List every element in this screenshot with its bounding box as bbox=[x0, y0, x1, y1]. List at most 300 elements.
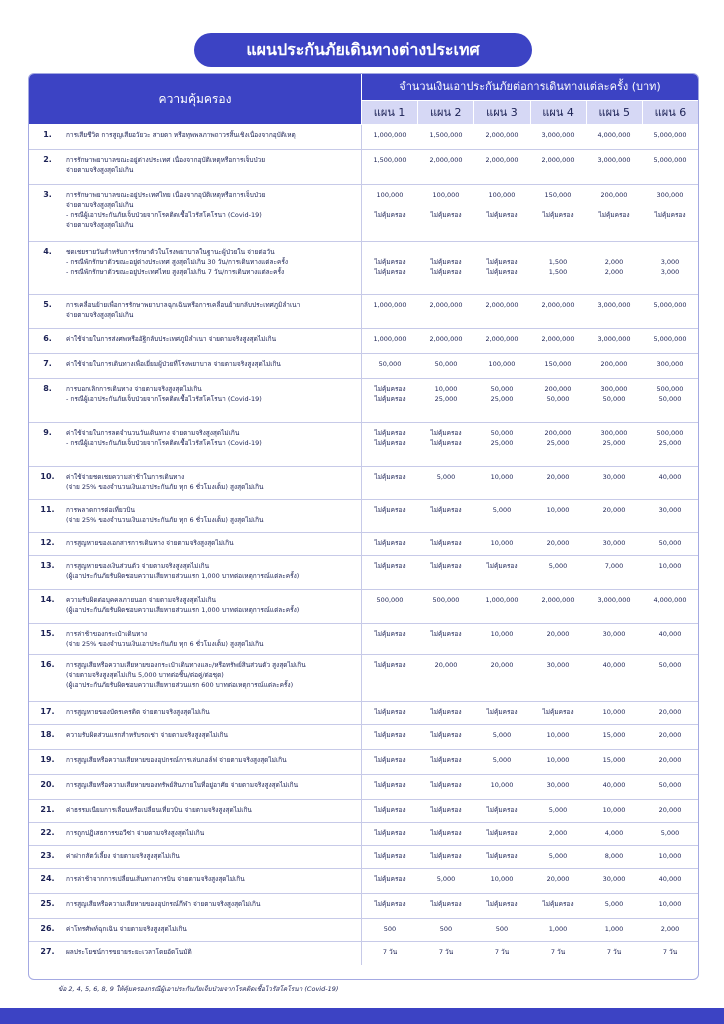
value-line: 10,000 bbox=[434, 385, 458, 393]
table-row bbox=[29, 149, 698, 184]
description-line: การเสียชีวิต การสูญเสียอวัยวะ สายตา หรือทุพพลภาพถาวรสิ้นเชิงเนื่องจากอุบัติเหตุ bbox=[66, 131, 296, 139]
description-line: (จ่ายตามจริงสูงสุดไม่เกิน 5,000 บาทต่อชิ้น/ต่อคู่/ต่อชุด) bbox=[66, 671, 224, 679]
value-line: 200,000 bbox=[544, 429, 572, 437]
bottom-bar bbox=[0, 1008, 724, 1024]
value-cell-plan-3 bbox=[474, 242, 530, 277]
row-values bbox=[362, 775, 698, 790]
value-line: ไม่คุ้มครอง bbox=[374, 395, 406, 403]
value-cell-plan-2 bbox=[418, 379, 474, 404]
row-number: 25. bbox=[40, 899, 55, 908]
value-line: 40,000 bbox=[602, 661, 626, 669]
value-cell-plan-2 bbox=[418, 467, 474, 482]
value-cell-plan-6 bbox=[642, 423, 698, 448]
value-line: 2,000 bbox=[604, 268, 624, 276]
row-description bbox=[66, 823, 362, 845]
value-cell-plan-1 bbox=[362, 942, 418, 957]
row-description bbox=[66, 379, 362, 422]
value-line: 500 bbox=[383, 925, 397, 933]
value-line: 7 วัน bbox=[662, 948, 678, 956]
value-line: ไม่คุ้มครอง bbox=[654, 211, 686, 219]
value-cell-plan-1 bbox=[362, 379, 418, 404]
value-cell-plan-1 bbox=[362, 185, 418, 220]
description-line: ผลประโยชน์การขยายระยะเวลาโดยอัตโนมัติ bbox=[66, 948, 192, 956]
value-cell-plan-4 bbox=[530, 185, 586, 220]
value-line bbox=[418, 200, 474, 210]
row-description bbox=[66, 423, 362, 466]
value-line: 25,000 bbox=[658, 439, 682, 447]
value-cell-plan-5 bbox=[586, 533, 642, 548]
row-number: 20. bbox=[40, 780, 55, 789]
description-line: (จ่าย 25% ของจำนวนเงินเอาประกันภัย ทุก 6 ชั่วโมงเต็ม) สูงสุดไม่เกิน bbox=[66, 483, 264, 491]
value-line: 7,000 bbox=[604, 562, 624, 570]
row-values bbox=[362, 823, 698, 838]
value-line: 30,000 bbox=[546, 661, 570, 669]
row-values bbox=[362, 894, 698, 909]
row-description bbox=[66, 775, 362, 799]
value-cell-plan-1 bbox=[362, 423, 418, 448]
value-cell-plan-6 bbox=[642, 556, 698, 571]
description-line: (จ่าย 25% ของจำนวนเงินเอาประกันภัย ทุก 6 ชั่วโมงเต็ม) สูงสุดไม่เกิน bbox=[66, 640, 264, 648]
value-line: 30,000 bbox=[602, 630, 626, 638]
value-cell-plan-3 bbox=[474, 423, 530, 448]
row-description bbox=[66, 750, 362, 774]
table-row bbox=[29, 845, 698, 868]
value-cell-plan-2 bbox=[418, 242, 474, 277]
value-cell-plan-5 bbox=[586, 655, 642, 670]
row-number: 21. bbox=[40, 805, 55, 814]
row-number: 9. bbox=[43, 428, 52, 437]
value-cell-plan-2 bbox=[418, 869, 474, 884]
row-description bbox=[66, 590, 362, 623]
value-line: 1,500 bbox=[548, 268, 568, 276]
value-line: 40,000 bbox=[658, 630, 682, 638]
value-line: ไม่คุ้มครอง bbox=[430, 539, 462, 547]
value-line: ไม่คุ้มครอง bbox=[374, 473, 406, 481]
value-line: 30,000 bbox=[658, 506, 682, 514]
value-line: ไม่คุ้มครอง bbox=[486, 211, 518, 219]
value-cell-plan-6 bbox=[642, 125, 698, 140]
row-values bbox=[362, 379, 698, 404]
value-line: 50,000 bbox=[658, 395, 682, 403]
value-line: ไม่คุ้มครอง bbox=[374, 756, 406, 764]
value-cell-plan-1 bbox=[362, 467, 418, 482]
value-line: 25,000 bbox=[602, 439, 626, 447]
value-line: 200,000 bbox=[544, 385, 572, 393]
value-cell-plan-1 bbox=[362, 329, 418, 344]
value-line: ไม่คุ้มครอง bbox=[542, 900, 574, 908]
value-cell-plan-5 bbox=[586, 500, 642, 515]
value-line: 20,000 bbox=[434, 661, 458, 669]
row-values bbox=[362, 329, 698, 344]
value-cell-plan-4 bbox=[530, 242, 586, 277]
value-cell-plan-2 bbox=[418, 590, 474, 605]
value-line: 300,000 bbox=[600, 429, 628, 437]
value-cell-plan-6 bbox=[642, 354, 698, 369]
value-cell-plan-6 bbox=[642, 702, 698, 717]
value-cell-plan-6 bbox=[642, 329, 698, 344]
value-line: 2,000,000 bbox=[541, 156, 575, 164]
value-cell-plan-1 bbox=[362, 295, 418, 310]
value-cell-plan-3 bbox=[474, 800, 530, 815]
value-line: 5,000 bbox=[548, 562, 568, 570]
value-line: 20,000 bbox=[658, 731, 682, 739]
row-number: 24. bbox=[40, 874, 55, 883]
value-line: ไม่คุ้มครอง bbox=[430, 756, 462, 764]
value-line: 5,000,000 bbox=[653, 335, 687, 343]
row-description bbox=[66, 329, 362, 353]
value-cell-plan-3 bbox=[474, 379, 530, 404]
value-cell-plan-1 bbox=[362, 590, 418, 605]
value-cell-plan-3 bbox=[474, 775, 530, 790]
value-line: 40,000 bbox=[602, 781, 626, 789]
description-line: การสูญหายของเอกสารการเดินทาง จ่ายตามจริงสูงสุดไม่เกิน bbox=[66, 539, 234, 547]
value-line: 10,000 bbox=[658, 562, 682, 570]
table-row bbox=[29, 623, 698, 654]
row-values bbox=[362, 869, 698, 884]
row-values bbox=[362, 750, 698, 765]
value-cell-plan-5 bbox=[586, 919, 642, 934]
value-cell-plan-4 bbox=[530, 725, 586, 740]
value-cell-plan-5 bbox=[586, 150, 642, 165]
value-line: 1,500,000 bbox=[373, 156, 407, 164]
value-cell-plan-1 bbox=[362, 556, 418, 571]
value-cell-plan-2 bbox=[418, 942, 474, 957]
value-cell-plan-6 bbox=[642, 533, 698, 548]
value-line: ไม่คุ้มครอง bbox=[542, 708, 574, 716]
value-line: 2,000,000 bbox=[541, 335, 575, 343]
row-values bbox=[362, 590, 698, 605]
description-line: การสูญเสียหรือความเสียหายของกระเป๋าเดินทางและ/หรือทรัพย์สินส่วนตัว สูงสุดไม่เกิน bbox=[66, 661, 306, 669]
value-line: 20,000 bbox=[658, 708, 682, 716]
value-line: 7 วัน bbox=[550, 948, 566, 956]
value-cell-plan-1 bbox=[362, 500, 418, 515]
row-description bbox=[66, 846, 362, 868]
value-cell-plan-1 bbox=[362, 624, 418, 639]
value-cell-plan-3 bbox=[474, 150, 530, 165]
value-cell-plan-6 bbox=[642, 150, 698, 165]
value-cell-plan-3 bbox=[474, 500, 530, 515]
value-cell-plan-1 bbox=[362, 125, 418, 140]
description-line: (ผู้เอาประกันภัยรับผิดชอบความเสียหายส่วนแรก 1,000 บาทต่อเหตุการณ์แต่ละครั้ง) bbox=[66, 606, 300, 614]
row-description bbox=[66, 125, 362, 149]
value-cell-plan-4 bbox=[530, 354, 586, 369]
value-cell-plan-6 bbox=[642, 869, 698, 884]
value-line: 500,000 bbox=[656, 429, 684, 437]
value-cell-plan-3 bbox=[474, 750, 530, 765]
value-line: ไม่คุ้มครอง bbox=[430, 211, 462, 219]
row-number: 12. bbox=[40, 538, 55, 547]
value-cell-plan-4 bbox=[530, 624, 586, 639]
value-cell-plan-3 bbox=[474, 624, 530, 639]
description-line: การรักษาพยาบาลขณะอยู่ประเทศไทย เนื่องจากอุบัติเหตุหรือการเจ็บป่วย bbox=[66, 191, 266, 199]
value-line: ไม่คุ้มครอง bbox=[430, 506, 462, 514]
value-cell-plan-5 bbox=[586, 775, 642, 790]
row-values bbox=[362, 150, 698, 165]
description-line: การสูญหายของบัตรเครดิต จ่ายตามจริงสูงสุดไม่เกิน bbox=[66, 708, 210, 716]
value-line: 25,000 bbox=[546, 439, 570, 447]
value-line: ไม่คุ้มครอง bbox=[430, 439, 462, 447]
value-cell-plan-2 bbox=[418, 846, 474, 861]
row-description bbox=[66, 919, 362, 941]
value-cell-plan-4 bbox=[530, 775, 586, 790]
row-number: 14. bbox=[40, 595, 55, 604]
value-line: ไม่คุ้มครอง bbox=[374, 708, 406, 716]
table-row bbox=[29, 378, 698, 422]
value-line: 20,000 bbox=[658, 806, 682, 814]
value-cell-plan-2 bbox=[418, 919, 474, 934]
value-line: 1,500 bbox=[548, 258, 568, 266]
value-cell-plan-3 bbox=[474, 846, 530, 861]
value-line: 2,000,000 bbox=[429, 156, 463, 164]
value-cell-plan-5 bbox=[586, 423, 642, 448]
value-line: 20,000 bbox=[490, 661, 514, 669]
description-line: ชดเชยรายวันสำหรับการรักษาตัวในโรงพยาบาลในฐานะผู้ป่วยใน จ่ายต่อวัน bbox=[66, 248, 275, 256]
value-line: ไม่คุ้มครอง bbox=[374, 661, 406, 669]
description-line: การสูญหายของเงินส่วนตัว จ่ายตามจริงสูงสุดไม่เกิน bbox=[66, 562, 210, 570]
description-line: ค่าใช้จ่ายในการเดินทางเพื่อเยี่ยมผู้ป่วยที่โรงพยาบาล จ่ายตามจริงสูงสุดไม่เกิน bbox=[66, 360, 281, 368]
value-line bbox=[362, 200, 418, 210]
row-number: 23. bbox=[40, 851, 55, 860]
value-line: 7 วัน bbox=[606, 948, 622, 956]
value-cell-plan-4 bbox=[530, 556, 586, 571]
row-number: 22. bbox=[40, 828, 55, 837]
value-cell-plan-6 bbox=[642, 823, 698, 838]
value-line: 5,000 bbox=[548, 806, 568, 814]
table-row bbox=[29, 799, 698, 822]
value-cell-plan-6 bbox=[642, 295, 698, 310]
row-values bbox=[362, 919, 698, 934]
value-cell-plan-2 bbox=[418, 800, 474, 815]
description-line: การบอกเลิกการเดินทาง จ่ายตามจริงสูงสุดไม่เกิน bbox=[66, 385, 202, 393]
value-cell-plan-2 bbox=[418, 125, 474, 140]
row-description bbox=[66, 354, 362, 378]
row-description bbox=[66, 556, 362, 589]
description-line: การถูกปฏิเสธการขอวีซ่า จ่ายตามจริงสูงสุดไม่เกิน bbox=[66, 829, 205, 837]
value-cell-plan-2 bbox=[418, 354, 474, 369]
table-row bbox=[29, 555, 698, 589]
value-line: ไม่คุ้มครอง bbox=[430, 562, 462, 570]
value-cell-plan-1 bbox=[362, 655, 418, 670]
value-line bbox=[362, 247, 418, 257]
value-line: 200,000 bbox=[600, 360, 628, 368]
value-line: 5,000,000 bbox=[653, 301, 687, 309]
value-line: ไม่คุ้มครอง bbox=[430, 781, 462, 789]
value-line: 100,000 bbox=[432, 191, 460, 199]
value-cell-plan-3 bbox=[474, 556, 530, 571]
value-line: 30,000 bbox=[602, 875, 626, 883]
description-line: จ่ายตามจริงสูงสุดไม่เกิน bbox=[66, 311, 134, 319]
row-description bbox=[66, 185, 362, 241]
value-line: 7 วัน bbox=[494, 948, 510, 956]
value-line: 50,000 bbox=[490, 429, 514, 437]
value-line: ไม่คุ้มครอง bbox=[374, 268, 406, 276]
row-number: 2. bbox=[43, 155, 52, 164]
value-line: ไม่คุ้มครอง bbox=[486, 562, 518, 570]
value-cell-plan-5 bbox=[586, 846, 642, 861]
value-line: ไม่คุ้มครอง bbox=[374, 539, 406, 547]
value-cell-plan-4 bbox=[530, 942, 586, 957]
row-values bbox=[362, 185, 698, 220]
row-values bbox=[362, 423, 698, 448]
value-line: 7 วัน bbox=[382, 948, 398, 956]
value-cell-plan-4 bbox=[530, 800, 586, 815]
row-description bbox=[66, 295, 362, 328]
value-cell-plan-3 bbox=[474, 823, 530, 838]
plan-header: แผน 3 bbox=[473, 101, 529, 124]
value-line: 1,500,000 bbox=[429, 131, 463, 139]
value-line: 2,000,000 bbox=[485, 131, 519, 139]
value-line: 50,000 bbox=[658, 781, 682, 789]
value-line: 30,000 bbox=[602, 539, 626, 547]
table-row bbox=[29, 422, 698, 466]
value-line: ไม่คุ้มครอง bbox=[374, 562, 406, 570]
value-cell-plan-3 bbox=[474, 869, 530, 884]
row-values bbox=[362, 702, 698, 717]
row-description bbox=[66, 725, 362, 749]
row-number: 6. bbox=[43, 334, 52, 343]
value-cell-plan-3 bbox=[474, 702, 530, 717]
value-cell-plan-4 bbox=[530, 150, 586, 165]
value-cell-plan-5 bbox=[586, 242, 642, 277]
value-cell-plan-2 bbox=[418, 624, 474, 639]
value-line: 2,000,000 bbox=[429, 301, 463, 309]
value-cell-plan-5 bbox=[586, 354, 642, 369]
value-cell-plan-5 bbox=[586, 185, 642, 220]
value-cell-plan-1 bbox=[362, 800, 418, 815]
row-description bbox=[66, 242, 362, 294]
value-line: 10,000 bbox=[546, 731, 570, 739]
value-line: ไม่คุ้มครอง bbox=[430, 429, 462, 437]
value-line: 20,000 bbox=[658, 756, 682, 764]
table-row bbox=[29, 941, 698, 965]
row-number: 18. bbox=[40, 730, 55, 739]
value-line: 15,000 bbox=[602, 756, 626, 764]
value-line: ไม่คุ้มครอง bbox=[430, 258, 462, 266]
value-line: 150,000 bbox=[544, 360, 572, 368]
value-line: 10,000 bbox=[490, 539, 514, 547]
value-line: ไม่คุ้มครอง bbox=[374, 211, 406, 219]
row-number: 15. bbox=[40, 629, 55, 638]
value-line bbox=[530, 247, 586, 257]
description-line: การล่าช้าของกระเป๋าเดินทาง bbox=[66, 630, 148, 638]
table-row bbox=[29, 466, 698, 499]
row-number: 8. bbox=[43, 384, 52, 393]
description-line: การล่าช้าจากการเปลี่ยนเส้นทางการบิน จ่ายตามจริงสูงสุดไม่เกิน bbox=[66, 875, 245, 883]
value-cell-plan-2 bbox=[418, 655, 474, 670]
value-cell-plan-1 bbox=[362, 869, 418, 884]
value-cell-plan-4 bbox=[530, 500, 586, 515]
value-line: 4,000,000 bbox=[653, 596, 687, 604]
value-line: 10,000 bbox=[546, 506, 570, 514]
row-values bbox=[362, 500, 698, 515]
value-line: ไม่คุ้มครอง bbox=[598, 211, 630, 219]
value-line: ไม่คุ้มครอง bbox=[374, 829, 406, 837]
value-line: 5,000 bbox=[436, 473, 456, 481]
value-cell-plan-2 bbox=[418, 725, 474, 740]
row-description bbox=[66, 150, 362, 184]
value-cell-plan-1 bbox=[362, 242, 418, 277]
value-line: 500 bbox=[495, 925, 509, 933]
value-line: ไม่คุ้มครอง bbox=[374, 781, 406, 789]
value-line: ไม่คุ้มครอง bbox=[430, 829, 462, 837]
row-number: 16. bbox=[40, 660, 55, 669]
value-line: 300,000 bbox=[600, 385, 628, 393]
value-line: 25,000 bbox=[434, 395, 458, 403]
value-line: 20,000 bbox=[546, 539, 570, 547]
table-row bbox=[29, 589, 698, 623]
table-row bbox=[29, 774, 698, 799]
value-line: 10,000 bbox=[602, 708, 626, 716]
value-line bbox=[586, 247, 642, 257]
row-number: 27. bbox=[40, 947, 55, 956]
value-cell-plan-4 bbox=[530, 379, 586, 404]
value-line: 500,000 bbox=[376, 596, 404, 604]
description-line: การรักษาพยาบาลขณะอยู่ต่างประเทศ เนื่องจากอุบัติเหตุหรือการเจ็บป่วย bbox=[66, 156, 266, 164]
value-cell-plan-6 bbox=[642, 894, 698, 909]
value-line: ไม่คุ้มครอง bbox=[374, 806, 406, 814]
value-cell-plan-2 bbox=[418, 329, 474, 344]
description-line: ค่าโทรศัพท์ฉุกเฉิน จ่ายตามจริงสูงสุดไม่เกิน bbox=[66, 925, 187, 933]
value-line: 5,000 bbox=[492, 731, 512, 739]
row-values bbox=[362, 242, 698, 277]
plan-header: แผน 1 bbox=[362, 101, 417, 124]
value-cell-plan-4 bbox=[530, 125, 586, 140]
value-line: ไม่คุ้มครอง bbox=[374, 429, 406, 437]
value-line: 2,000,000 bbox=[485, 156, 519, 164]
row-values bbox=[362, 942, 698, 957]
value-line: 7 วัน bbox=[438, 948, 454, 956]
value-line: ไม่คุ้มครอง bbox=[374, 630, 406, 638]
value-line: 1,000,000 bbox=[373, 301, 407, 309]
value-line: 1,000,000 bbox=[373, 131, 407, 139]
value-line: 2,000,000 bbox=[541, 596, 575, 604]
value-line: 5,000 bbox=[492, 756, 512, 764]
value-line: ไม่คุ้มครอง bbox=[430, 731, 462, 739]
row-values bbox=[362, 295, 698, 310]
description-line: การพลาดการต่อเที่ยวบิน bbox=[66, 506, 135, 514]
plan-header: แผน 2 bbox=[417, 101, 473, 124]
value-cell-plan-3 bbox=[474, 725, 530, 740]
row-number: 1. bbox=[43, 130, 52, 139]
description-line: จ่ายตามจริงสูงสุดไม่เกิน bbox=[66, 221, 134, 229]
value-cell-plan-2 bbox=[418, 423, 474, 448]
value-line: 20,000 bbox=[602, 506, 626, 514]
value-line: ไม่คุ้มครอง bbox=[374, 258, 406, 266]
value-cell-plan-1 bbox=[362, 702, 418, 717]
value-line: 30,000 bbox=[602, 473, 626, 481]
value-cell-plan-3 bbox=[474, 919, 530, 934]
value-cell-plan-5 bbox=[586, 725, 642, 740]
description-line: - กรณีพักรักษาตัวขณะอยู่ประเทศไทย สูงสุดไม่เกิน 7 วัน/การเดินทางแต่ละครั้ง bbox=[66, 268, 285, 276]
value-line: 25,000 bbox=[490, 395, 514, 403]
value-cell-plan-1 bbox=[362, 894, 418, 909]
description-line: จ่ายตามจริงสูงสุดไม่เกิน bbox=[66, 201, 134, 209]
description-line: การสูญเสียหรือความเสียหายของอุปกรณ์กีฬา จ่ายตามจริงสูงสุดไม่เกิน bbox=[66, 900, 261, 908]
value-cell-plan-5 bbox=[586, 800, 642, 815]
value-line: 2,000 bbox=[604, 258, 624, 266]
value-cell-plan-2 bbox=[418, 702, 474, 717]
plan-header: แผน 5 bbox=[586, 101, 642, 124]
value-cell-plan-2 bbox=[418, 533, 474, 548]
value-cell-plan-6 bbox=[642, 800, 698, 815]
value-line: 5,000 bbox=[660, 829, 680, 837]
value-cell-plan-2 bbox=[418, 823, 474, 838]
value-cell-plan-5 bbox=[586, 894, 642, 909]
row-description bbox=[66, 500, 362, 532]
value-line: ไม่คุ้มครอง bbox=[486, 268, 518, 276]
description-line: - กรณีพักรักษาตัวขณะอยู่ต่างประเทศ สูงสุดไม่เกิน 30 วัน/การเดินทางแต่ละครั้ง bbox=[66, 258, 288, 266]
footnote: ข้อ 2, 4, 5, 6, 8, 9 ให้คุ้มครองกรณีผู้เอาประกันภัยเจ็บป่วยจากโรคติดเชื้อไวรัสโคโรนา (Covid-19) bbox=[58, 985, 339, 993]
